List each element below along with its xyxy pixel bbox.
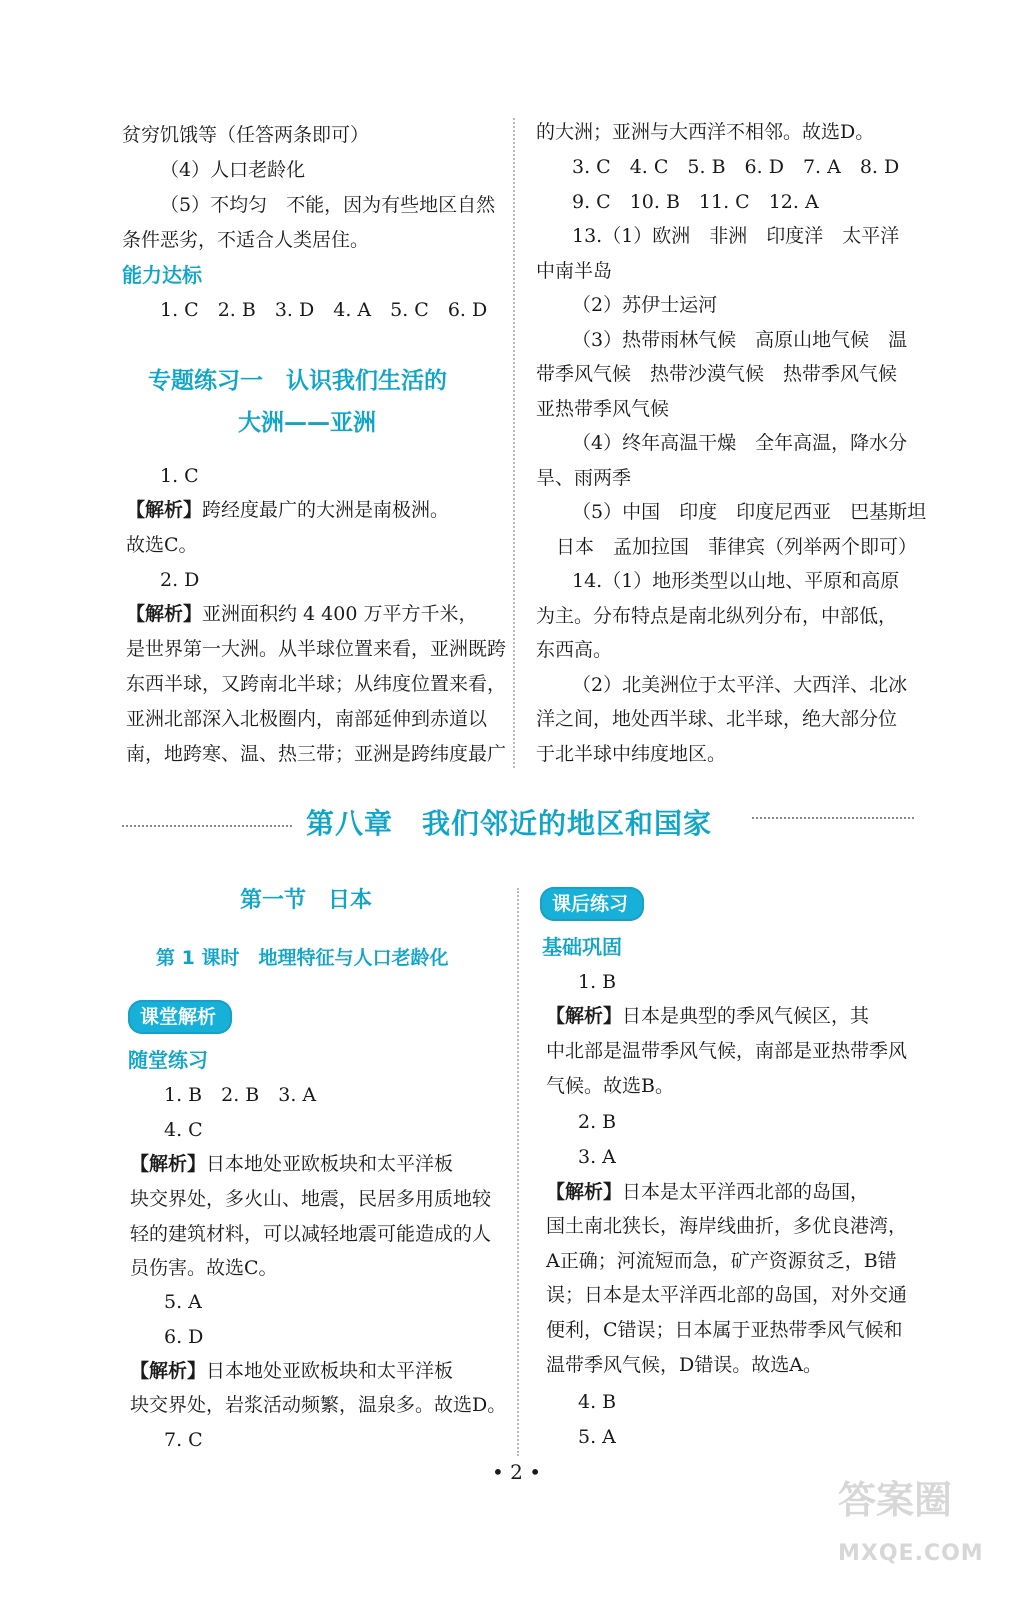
section-heading-basic: 基础巩固 bbox=[542, 935, 622, 959]
question-number: 2. B bbox=[578, 1111, 617, 1133]
pill-classroom-analysis: 课堂解析 bbox=[128, 1000, 232, 1034]
answer-line: 1. C 2. B 3. D 4. A 5. C 6. D bbox=[160, 299, 488, 321]
text-line: 日本 孟加拉国 菲律宾（列举两个即可） bbox=[556, 536, 918, 558]
question-number: 5. A bbox=[578, 1426, 616, 1448]
column-divider bbox=[517, 888, 519, 1456]
analysis-text: 便利，C错误；日本属于亚热带季风气候和 bbox=[546, 1319, 903, 1341]
question-number: 5. A bbox=[164, 1291, 202, 1313]
analysis-text: 是世界第一大洲。从半球位置来看，亚洲既跨 bbox=[126, 638, 507, 660]
text-line: 3. C 4. C 5. B 6. D 7. A 8. D bbox=[572, 156, 900, 178]
chapter-rule-left bbox=[122, 825, 292, 827]
chapter-title: 第八章 我们邻近的地区和国家 bbox=[306, 807, 713, 840]
text-line: 于北半球中纬度地区。 bbox=[536, 743, 727, 765]
text-line: （2）北美洲位于太平洋、大西洋、北冰 bbox=[572, 674, 908, 696]
text-line: 9. C 10. B 11. C 12. A bbox=[572, 191, 819, 213]
analysis-label: 【解析】 bbox=[546, 1005, 623, 1027]
question-number: 2. D bbox=[160, 569, 200, 591]
analysis-text: 温带季风气候，D错误。故选A。 bbox=[546, 1354, 822, 1376]
text-line: 为主。分布特点是南北纵列分布，中部低， bbox=[536, 605, 898, 627]
chapter-rule-right bbox=[752, 817, 914, 819]
question-number: 1. C bbox=[160, 465, 199, 487]
section-heading-practice: 随堂练习 bbox=[128, 1048, 208, 1072]
analysis-text: 东西半球，又跨南北半球；从纬度位置来看， bbox=[126, 673, 507, 695]
analysis-label: 【解析】 bbox=[126, 603, 203, 625]
page-number: • 2 • bbox=[492, 1460, 542, 1484]
text-line: 13.（1）欧洲 非洲 印度洋 太平洋 bbox=[572, 225, 900, 247]
question-number: 3. A bbox=[578, 1146, 616, 1168]
text-line: （2）苏伊士运河 bbox=[572, 294, 718, 316]
analysis-text: 日本是太平洋西北部的岛国， bbox=[622, 1181, 870, 1203]
text-line: 贫穷饥饿等（任答两条即可） bbox=[122, 124, 370, 146]
analysis-text: 员伤害。故选C。 bbox=[130, 1257, 278, 1279]
text-line: （4）人口老龄化 bbox=[160, 159, 306, 181]
analysis-text: 块交界处，多火山、地震，民居多用质地较 bbox=[130, 1188, 492, 1210]
answer-line: 1. B 2. B 3. A bbox=[164, 1084, 317, 1106]
analysis-label: 【解析】 bbox=[546, 1181, 623, 1203]
analysis-text: 误；日本是太平洋西北部的岛国，对外交通 bbox=[546, 1284, 908, 1306]
analysis-text: 亚洲面积约 4 400 万平方千米， bbox=[202, 603, 478, 625]
pill-after-class-practice: 课后练习 bbox=[540, 887, 644, 921]
analysis-text: 日本是典型的季风气候区，其 bbox=[622, 1005, 870, 1027]
text-line: （4）终年高温干燥 全年高温，降水分 bbox=[572, 432, 908, 454]
question-number: 4. C bbox=[164, 1119, 203, 1141]
analysis-text: 南，地跨寒、温、热三带；亚洲是跨纬度最广 bbox=[126, 743, 507, 765]
text-line: 条件恶劣，不适合人类居住。 bbox=[122, 229, 370, 251]
watermark-logo: 答案圈 bbox=[838, 1478, 953, 1522]
analysis-text: 故选C。 bbox=[126, 534, 198, 556]
analysis-text: 块交界处，岩浆活动频繁，温泉多。故选D。 bbox=[130, 1394, 507, 1416]
column-divider bbox=[513, 118, 515, 768]
topic-title-line1: 专题练习一 认识我们生活的 bbox=[148, 368, 447, 394]
text-line: 中南半岛 bbox=[536, 260, 613, 282]
analysis-text: 亚洲北部深入北极圈内，南部延伸到赤道以 bbox=[126, 708, 488, 730]
analysis-label: 【解析】 bbox=[130, 1153, 207, 1175]
text-line: （3）热带雨林气候 高原山地气候 温 bbox=[572, 329, 908, 351]
text-line: 的大洲；亚洲与大西洋不相邻。故选D。 bbox=[536, 121, 875, 143]
question-number: 1. B bbox=[578, 971, 617, 993]
text-line: 带季风气候 热带沙漠气候 热带季风气候 bbox=[536, 363, 898, 385]
analysis-text: 轻的建筑材料，可以减轻地震可能造成的人 bbox=[130, 1223, 492, 1245]
watermark-url: MXQE.COM bbox=[838, 1541, 984, 1566]
analysis-text: 气候。故选B。 bbox=[546, 1075, 674, 1097]
question-number: 7. C bbox=[164, 1429, 203, 1451]
analysis-label: 【解析】 bbox=[126, 499, 203, 521]
section-heading-ability: 能力达标 bbox=[122, 263, 202, 287]
analysis-text: 中北部是温带季风气候，南部是亚热带季风 bbox=[546, 1040, 908, 1062]
text-line: （5）中国 印度 印度尼西亚 巴基斯坦 bbox=[572, 501, 927, 523]
section-title: 第一节 日本 bbox=[240, 888, 373, 913]
text-line: 洋之间，地处西半球、北半球，绝大部分位 bbox=[536, 708, 898, 730]
lesson-title: 第 1 课时 地理特征与人口老龄化 bbox=[156, 947, 449, 969]
text-line: 旱、雨两季 bbox=[536, 467, 632, 489]
analysis-text: 日本地处亚欧板块和太平洋板 bbox=[206, 1153, 454, 1175]
text-line: （5）不均匀 不能，因为有些地区自然 bbox=[160, 194, 496, 216]
text-line: 14.（1）地形类型以山地、平原和高原 bbox=[572, 570, 900, 592]
question-number: 6. D bbox=[164, 1326, 204, 1348]
analysis-text: 日本地处亚欧板块和太平洋板 bbox=[206, 1360, 454, 1382]
question-number: 4. B bbox=[578, 1391, 617, 1413]
text-line: 亚热带季风气候 bbox=[536, 398, 670, 420]
analysis-label: 【解析】 bbox=[130, 1360, 207, 1382]
topic-title-line2: 大洲——亚洲 bbox=[238, 410, 376, 436]
text-line: 东西高。 bbox=[536, 639, 613, 661]
analysis-text: 国土南北狭长，海岸线曲折，多优良港湾， bbox=[546, 1215, 908, 1237]
analysis-text: A正确；河流短而急，矿产资源贫乏，B错 bbox=[546, 1250, 897, 1272]
analysis-text: 跨经度最广的大洲是南极洲。 bbox=[202, 499, 450, 521]
